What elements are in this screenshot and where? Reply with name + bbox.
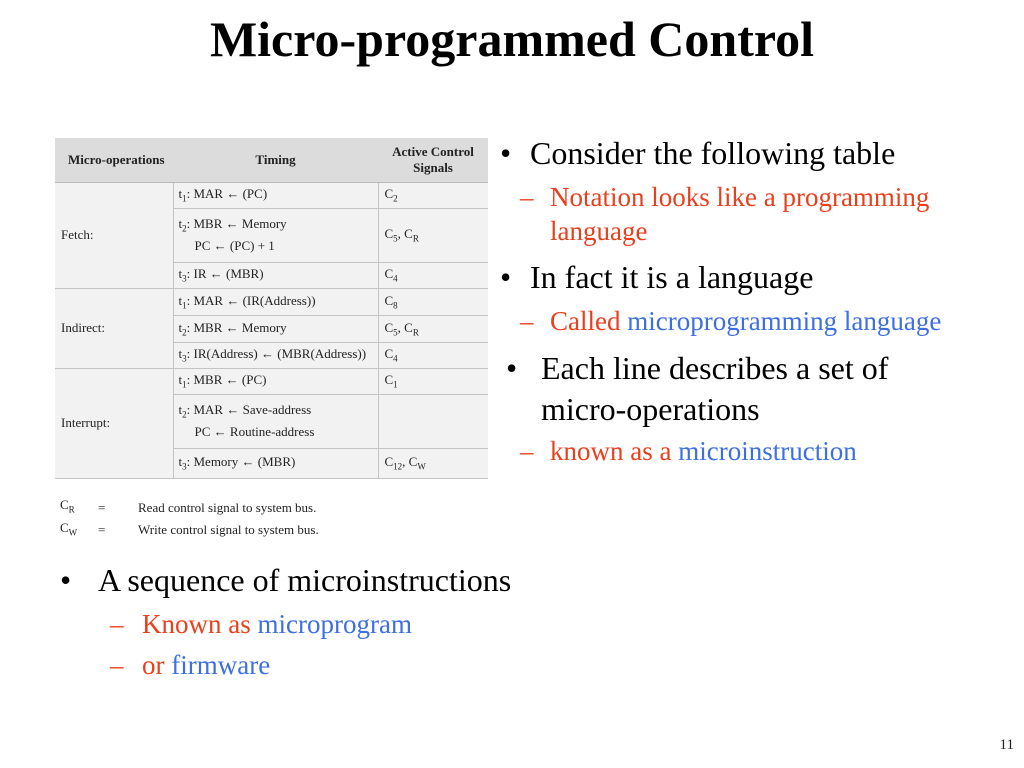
table-header-row <box>55 138 488 182</box>
phase-interrupt-label: Interrupt: <box>55 368 173 478</box>
bullet-in-fact-language: In fact it is a language <box>530 259 814 295</box>
timing-cell: $t_2$: MBR ← Memory <box>173 315 378 342</box>
legend-description: Write control signal to system bus. <box>138 522 319 538</box>
sub-bullet-called: Called microprogramming language <box>550 306 942 336</box>
timing-cell: $t_2$: MBR ← Memory PC ← (PC) + 1 <box>173 208 378 262</box>
bullet-mark: • <box>500 135 512 171</box>
timing-cell: $t_1$: MAR ← (IR(Address)) <box>173 288 378 315</box>
sub-bullet-known-as: known as a microinstruction <box>550 436 857 466</box>
slide-title: Micro-programmed Control <box>209 11 815 67</box>
phase-indirect-label: Indirect: <box>55 288 173 368</box>
dash-mark: – <box>520 182 534 212</box>
bullet-sequence: A sequence of microinstructions <box>98 562 512 598</box>
dash-mark: – <box>520 306 534 336</box>
table-row <box>55 288 488 315</box>
bullet-each-line: Each line describes a set of <box>541 350 889 386</box>
legend-equals: = <box>98 499 106 515</box>
term-microprogram: microprogram <box>257 609 412 639</box>
signal-cell <box>378 394 488 448</box>
signal-cell: $C_4$ <box>378 342 488 368</box>
legend-key: $C_W$ <box>60 519 78 538</box>
signal-cell: $C_1$ <box>378 368 488 394</box>
page-number: 11 <box>999 737 1014 753</box>
timing-cell: $t_3$: IR(Address) ← (MBR(Address)) <box>173 342 378 368</box>
sub-bullet-notation: Notation looks like a programming <box>550 182 930 212</box>
legend-key: $C_R$ <box>60 497 75 515</box>
bullet-mark: • <box>506 350 518 386</box>
bullet-mark: • <box>60 562 72 598</box>
signal-cell: $C_5$, $C_R$ <box>378 208 488 262</box>
header-active-control-signals: Active Control Signals <box>378 138 488 182</box>
timing-cell: $t_2$: MAR ← Save-address PC ← Routine-address <box>173 394 378 448</box>
term-microinstruction: microinstruction <box>678 436 857 466</box>
header-micro-operations: Micro-operations <box>55 138 173 182</box>
timing-cell: $t_3$: Memory ← (MBR) <box>173 448 378 478</box>
bullet-each-line-cont: micro-operations <box>541 391 760 427</box>
signal-cell: $C_5$, $C_R$ <box>378 315 488 342</box>
signal-cell: $C_4$ <box>378 262 488 288</box>
timing-cell: $t_1$: MAR ← (PC) <box>173 182 378 208</box>
legend-description: Read control signal to system bus. <box>138 499 317 515</box>
dash-mark: – <box>110 609 124 639</box>
signal-cell: $C_{12}$, $C_W$ <box>378 448 488 478</box>
legend-row <box>60 496 319 519</box>
bullet-mark: • <box>500 259 512 295</box>
timing-cell: $t_1$: MBR ← (PC) <box>173 368 378 394</box>
sub-bullet-or-firmware: or firmware <box>142 650 271 680</box>
table-row <box>55 368 488 394</box>
timing-cell: $t_3$: IR ← (MBR) <box>173 262 378 288</box>
term-microprogramming-language: microprogramming language <box>627 306 942 336</box>
table-row <box>55 182 488 208</box>
dash-mark: – <box>110 650 124 680</box>
sub-bullet-notation-cont: language <box>550 216 648 246</box>
legend-row <box>60 519 319 542</box>
dash-mark: – <box>520 436 534 466</box>
micro-operations-table <box>55 138 488 479</box>
signal-legend <box>60 496 319 541</box>
term-firmware: firmware <box>171 650 271 680</box>
header-timing: Timing <box>173 138 378 182</box>
signal-cell: $C_2$ <box>378 182 488 208</box>
bullet-consider-table: Consider the following table <box>530 135 896 171</box>
signal-cell: $C_8$ <box>378 288 488 315</box>
phase-fetch-label: Fetch: <box>55 182 173 288</box>
sub-bullet-known-as-microprogram: Known as microprogram <box>142 609 412 639</box>
legend-equals: = <box>98 522 106 538</box>
